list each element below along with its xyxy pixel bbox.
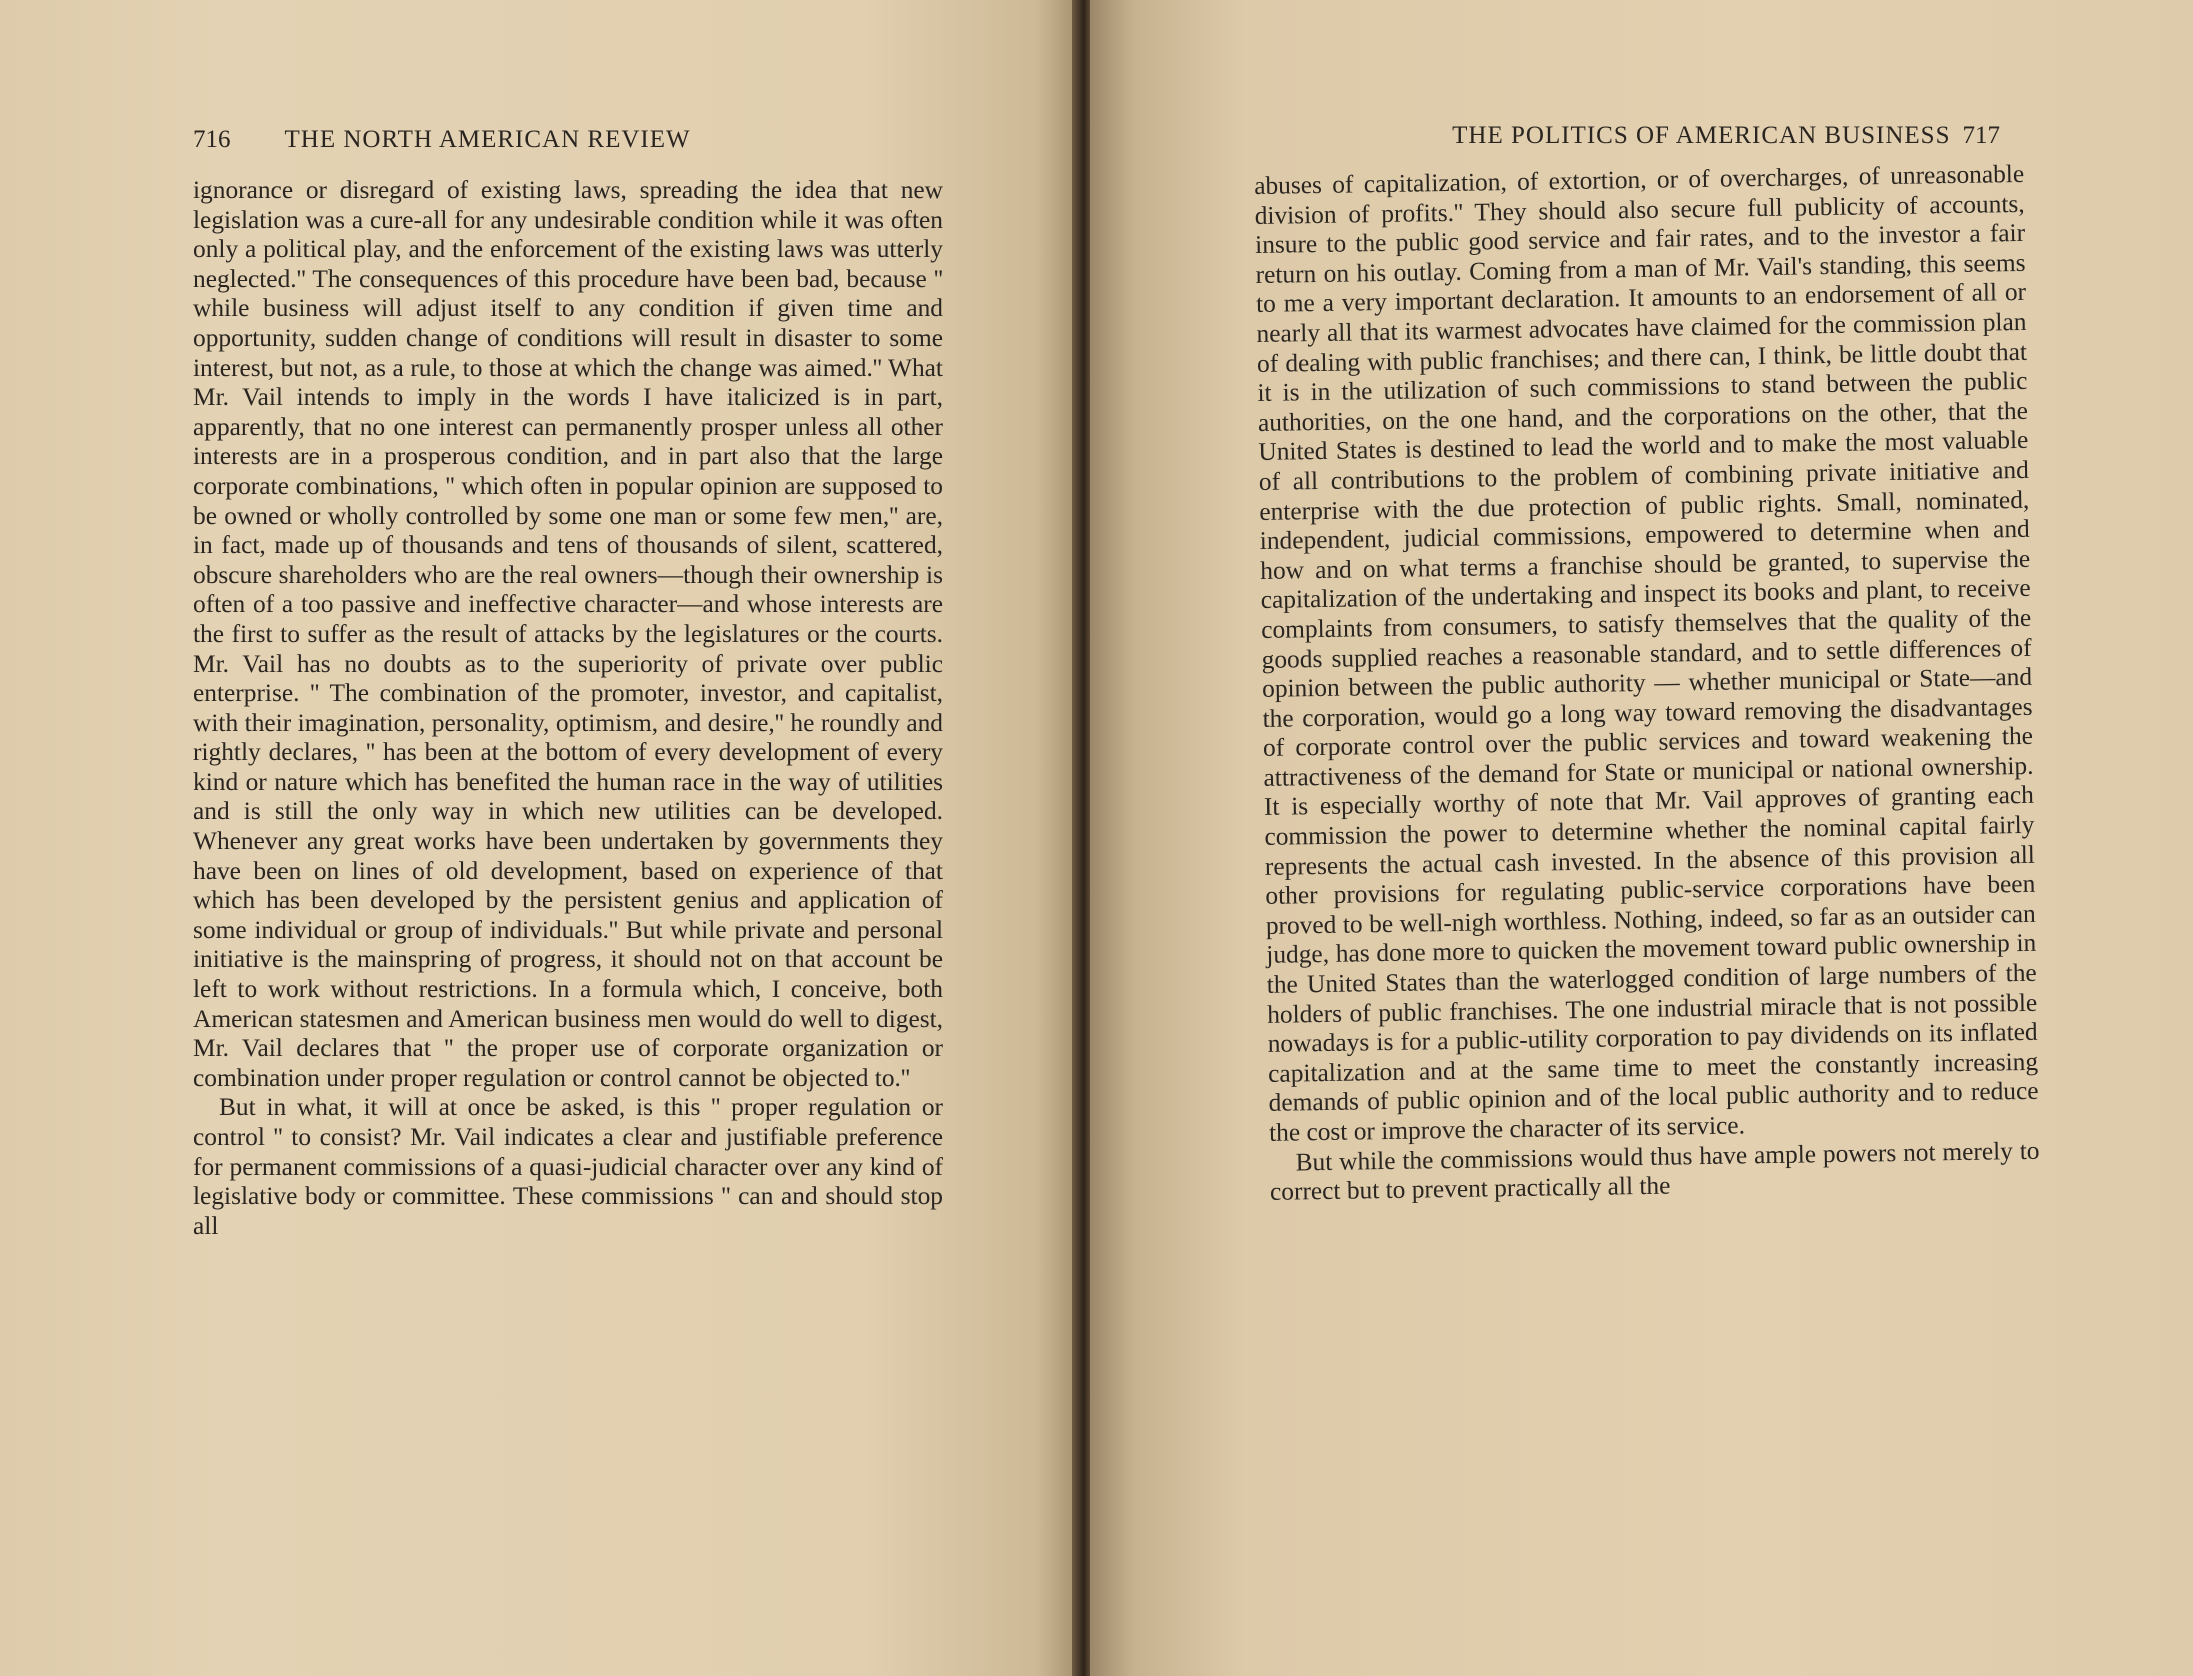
left-page	[0, 0, 1080, 1676]
right-body-text	[1254, 160, 2040, 1208]
left-paragraph: But in what, it will at once be asked, is this '' proper regulation or control '' to consist? Mr. Vail indicates a clear and justifiable preference for permanent commissions of a quasi-judicial character over any kind of legislative body or committee. These commissions '' can and should stop all	[193, 1093, 943, 1240]
right-paragraph: abuses of capitalization, of extortion, or of overcharges, of unreasonable division of profits.'' They should also secure full publicity of accounts, insure to the public good service and fair rates, and to the investor a fair return on his outlay. Coming from a man of Mr. Vail's standing, this seems to me a very important declaration. It amounts to an endorsement of all or nearly all that its warmest advocates have claimed for the commission plan of dealing with public franchises; and there can, I think, be little doubt that it is in the utilization of such commissions to stand between the public authorities, on the one hand, and the corporations on the other, that the United States is destined to lead the world and to make the most valuable of all contributions to the problem of combining private initiative and enterprise with the due protection of public rights. Small, nominated, independent, judicial commissions, empowered to determine when and how and on what terms a franchise should be granted, to supervise the capitalization of the undertaking and inspect its books and plant, to receive complaints from consumers, to satisfy themselves that the quality of the goods supplied reaches a reasonable standard, and to settle differences of opinion between the public authority — whether municipal or State—and the corporation, would go a long way toward removing the disadvantages of corporate control over the public services and toward weakening the attractiveness of the demand for State or municipal or national ownership. It is especially worthy of note that Mr. Vail approves of granting each commission the power to determine whether the nominal capital fairly represents the actual cash invested. In the absence of this provision all other provisions for regulating public-service corporations have been proved to be well-nigh worthless. Nothing, indeed, so far as an outsider can judge, has done more to quicken the movement toward public ownership in the United States than the waterlogged condition of large numbers of the holders of public franchises. The one industrial miracle that is not possible nowadays is for a public-utility corporation to pay dividends on its inflated capitalization and at the same time to meet the constantly increasing demands of public opinion and of the local public authority and to reduce the cost or improve the character of its service.	[1254, 159, 2039, 1147]
left-page-number: 716	[193, 126, 231, 153]
right-page-number: 717	[1962, 122, 2000, 149]
left-body-text	[193, 176, 943, 1241]
right-paragraph: But while the commissions would thus have ample powers not merely to correct but to prevent practically all the	[1269, 1136, 2040, 1207]
right-running-header	[1452, 122, 2000, 150]
left-running-header	[193, 126, 943, 154]
left-paragraph: ignorance or disregard of existing laws, spreading the idea that new legislation was a cure-all for any undesirable condition while it was often only a political play, and the enforcement of the existing laws was utterly neglected.'' The consequences of this procedure have been bad, because '' while business will adjust itself to any condition if given time and opportunity, sudden change of conditions will result in disaster to some interest, but not, as a rule, to those at which the change was aimed.'' What Mr. Vail intends to imply in the words I have italicized is in part, apparently, that no one interest can permanently prosper unless all other interests are in a prosperous condition, and in part also that the large corporate combinations, '' which often in popular opinion are supposed to be owned or wholly controlled by some one man or some few men,'' are, in fact, made up of thousands and tens of thousands of silent, scattered, obscure shareholders who are the real owners—though their ownership is often of a too passive and ineffective character—and whose interests are the first to suffer as the result of attacks by the legislatures or the courts. Mr. Vail has no doubts as to the superiority of private over public enterprise. '' The combination of the promoter, investor, and capitalist, with their imagination, personality, optimism, and desire,'' he roundly and rightly declares, '' has been at the bottom of every development of every kind or nature which has benefited the human race in the way of utilities and is still the only way in which new utilities can be developed. Whenever any great works have been undertaken by governments they have been on lines of old development, based on experience of that which has been developed by the persistent genius and application of some individual or group of individuals.'' But while private and personal initiative is the mainspring of progress, it should not on that account be left to work without restrictions. In a formula which, I conceive, both American statesmen and American business men would do well to digest, Mr. Vail declares that '' the proper use of corporate organization or combination under proper regulation or control cannot be objected to.''	[193, 176, 943, 1092]
left-running-head-title: THE NORTH AMERICAN REVIEW	[284, 126, 691, 153]
right-running-head-title: THE POLITICS OF AMERICAN BUSINESS	[1452, 122, 1951, 149]
